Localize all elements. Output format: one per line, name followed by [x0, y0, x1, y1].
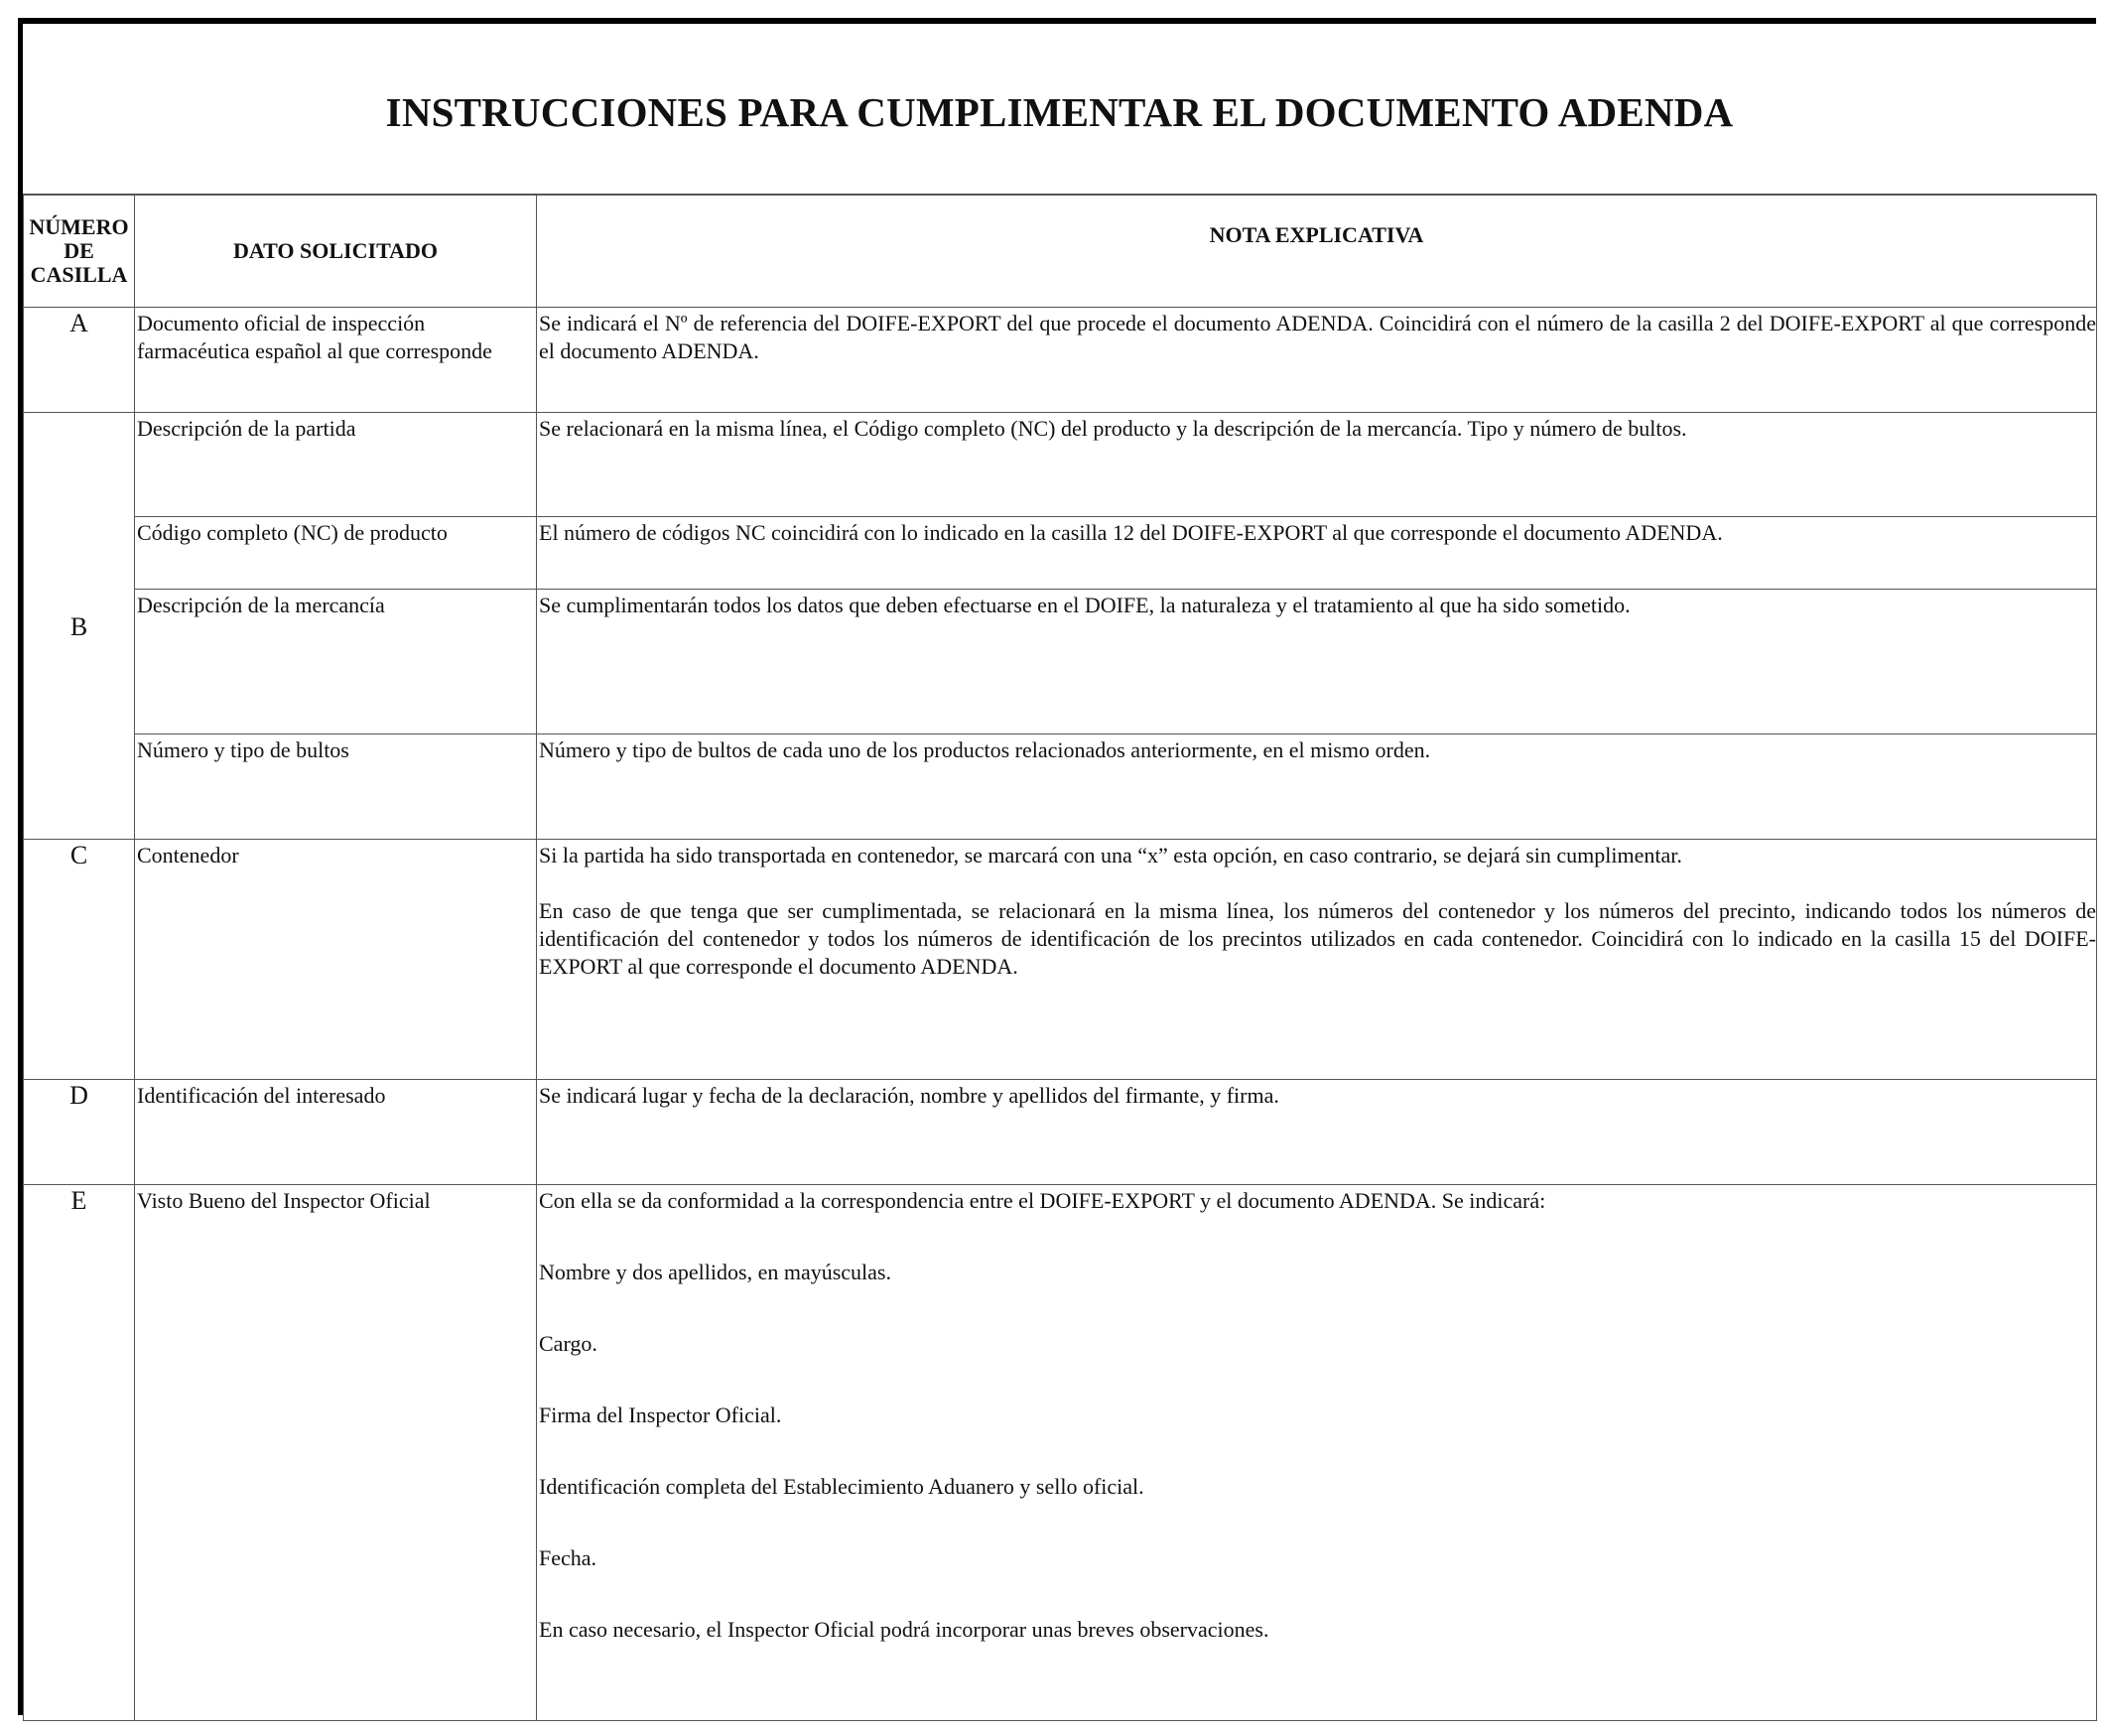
- table-row-b1: [24, 413, 2097, 517]
- header-numero-line2: DE: [64, 238, 94, 263]
- nota-paragraph: Identificación completa del Establecimiento Aduanero y sello oficial.: [539, 1474, 1144, 1499]
- dato-solicitado-cell: Visto Bueno del Inspector Oficial: [135, 1185, 537, 1721]
- table-row-b4: [24, 734, 2097, 840]
- table-row-a: [24, 308, 2097, 413]
- header-numero-line1: NÚMERO: [29, 214, 129, 239]
- nota-explicativa-cell: Se indicará lugar y fecha de la declaración, nombre y apellidos del firmante, y firma.: [537, 1080, 2097, 1185]
- casilla-number: E: [24, 1185, 135, 1721]
- nota-explicativa-cell: [537, 840, 2097, 1080]
- nota-paragraph: Nombre y dos apellidos, en mayúsculas.: [539, 1260, 891, 1284]
- nota-paragraph: Cargo.: [539, 1331, 597, 1356]
- table-row-b3: [24, 590, 2097, 734]
- dato-solicitado-cell: Documento oficial de inspección farmacéutica español al que corresponde: [135, 308, 537, 413]
- nota-paragraph: En caso de que tenga que ser cumplimentada, se relacionará en la misma línea, los números del contenedor y los números del precinto, indicando todos los números de identificación del contenedor y todos los números de identificación de los precintos utilizados en cada contenedor. Coincidirá con lo indicado en la casilla 15 del DOIFE-EXPORT al que corresponde el documento ADENDA.: [539, 898, 2096, 979]
- dato-solicitado-cell: Número y tipo de bultos: [135, 734, 537, 840]
- dato-solicitado-cell: Código completo (NC) de producto: [135, 517, 537, 590]
- instructions-table: [23, 195, 2097, 1721]
- casilla-number: C: [24, 840, 135, 1080]
- header-numero-casilla: [24, 196, 135, 308]
- table-row-b2: [24, 517, 2097, 590]
- casilla-number: B: [24, 413, 135, 840]
- table-row-d: [24, 1080, 2097, 1185]
- nota-paragraph: Fecha.: [539, 1545, 597, 1570]
- header-nota-explicativa: NOTA EXPLICATIVA: [537, 196, 2097, 308]
- nota-explicativa-cell: Se cumplimentarán todos los datos que deben efectuarse en el DOIFE, la naturaleza y el tratamiento al que ha sido sometido.: [537, 590, 2097, 734]
- nota-paragraph: En caso necesario, el Inspector Oficial podrá incorporar unas breves observaciones.: [539, 1617, 1269, 1642]
- dato-solicitado-cell: Descripción de la partida: [135, 413, 537, 517]
- casilla-number: A: [24, 308, 135, 413]
- nota-explicativa-cell: Se indicará el Nº de referencia del DOIFE-EXPORT del que procede el documento ADENDA. Coincidirá con el número de la casilla 2 del DOIFE-EXPORT al que corresponde el documento ADENDA.: [537, 308, 2097, 413]
- nota-explicativa-cell: El número de códigos NC coincidirá con lo indicado en la casilla 12 del DOIFE-EXPORT al que corresponde el documento ADENDA.: [537, 517, 2097, 590]
- instructions-sheet: [18, 18, 2096, 1715]
- casilla-number: D: [24, 1080, 135, 1185]
- title-row: [23, 24, 2096, 195]
- document-title: INSTRUCCIONES PARA CUMPLIMENTAR EL DOCUMENTO ADENDA: [385, 88, 1734, 135]
- dato-solicitado-cell: Identificación del interesado: [135, 1080, 537, 1185]
- nota-explicativa-cell: Se relacionará en la misma línea, el Código completo (NC) del producto y la descripción de la mercancía. Tipo y número de bultos.: [537, 413, 2097, 517]
- header-row: [24, 196, 2097, 308]
- table-row-e: [24, 1185, 2097, 1721]
- header-dato-solicitado: DATO SOLICITADO: [135, 196, 537, 308]
- dato-solicitado-cell: Descripción de la mercancía: [135, 590, 537, 734]
- table-row-c: [24, 840, 2097, 1080]
- header-numero-line3: CASILLA: [30, 262, 128, 287]
- nota-explicativa-cell: Número y tipo de bultos de cada uno de los productos relacionados anteriormente, en el mismo orden.: [537, 734, 2097, 840]
- nota-explicativa-cell: [537, 1185, 2097, 1721]
- nota-paragraph: Con ella se da conformidad a la correspondencia entre el DOIFE-EXPORT y el documento ADENDA. Se indicará:: [539, 1188, 1546, 1213]
- nota-paragraph: Firma del Inspector Oficial.: [539, 1402, 782, 1427]
- nota-paragraph: Si la partida ha sido transportada en contenedor, se marcará con una “x” esta opción, en caso contrario, se dejará sin cumplimentar.: [539, 843, 1682, 868]
- dato-solicitado-cell: Contenedor: [135, 840, 537, 1080]
